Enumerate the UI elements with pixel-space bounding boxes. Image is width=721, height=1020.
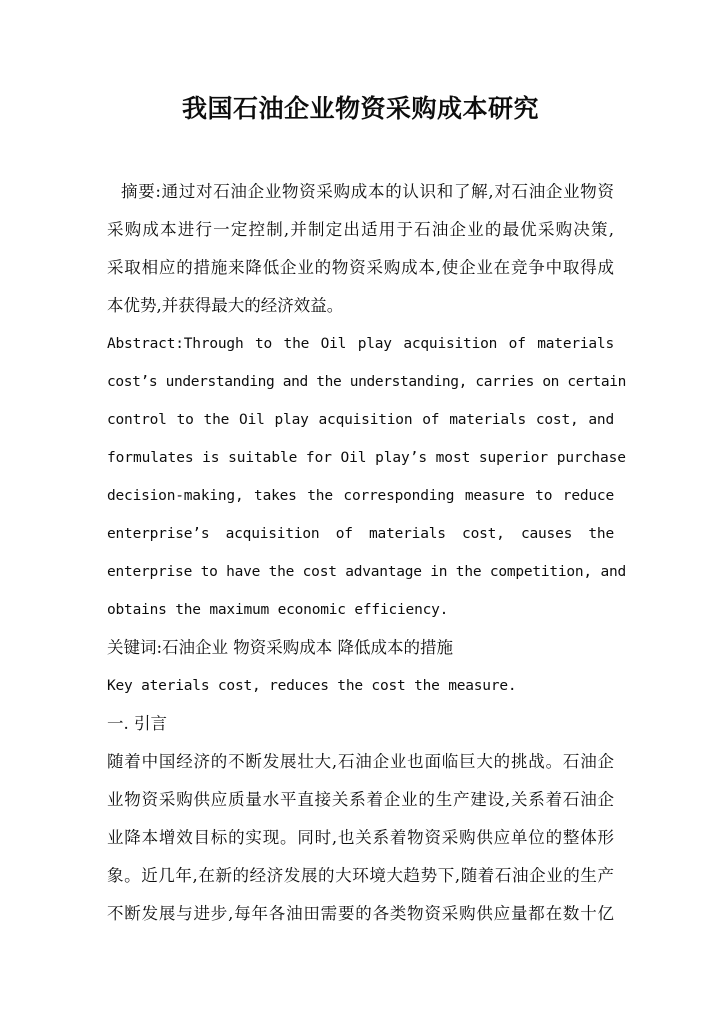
keywords-cn-line: 关键词:石油企业 物资采购成本 降低成本的措施 <box>107 638 454 657</box>
section-1-line: 业降本增效目标的实现。同时,也关系着物资采购供应单位的整体形 <box>107 828 614 847</box>
abstract-cn-line: 采购成本进行一定控制,并制定出适用于石油企业的最优采购决策, <box>107 220 614 239</box>
abstract-en-line: control to the Oil play acquisition of materials cost, and <box>107 412 614 428</box>
section-1-line: 业物资采购供应质量水平直接关系着企业的生产建设,关系着石油企 <box>107 790 614 809</box>
section-1-line: 不断发展与进步,每年各油田需要的各类物资采购供应量都在数十亿 <box>107 904 614 923</box>
keywords-block <box>107 629 614 705</box>
abstract-en-line: obtains the maximum economic efficiency. <box>107 602 449 618</box>
section-heading: 一. 引言 <box>107 714 167 733</box>
abstract-en-line: cost’s understanding and the understanding, carries on certain <box>107 374 627 390</box>
title-abstract-spacer <box>107 121 614 173</box>
section-1-block <box>107 705 614 933</box>
abstract-en-line: enterprise to have the cost advantage in the competition, and <box>107 564 626 580</box>
abstract-cn-line: 本优势,并获得最大的经济效益。 <box>107 296 344 315</box>
section-1-line: 随着中国经济的不断发展壮大,石油企业也面临巨大的挑战。石油企 <box>107 752 614 771</box>
document-content <box>107 0 627 933</box>
abstract-cn-block <box>107 173 614 325</box>
abstract-cn-line: 采取相应的措施来降低企业的物资采购成本,使企业在竞争中取得成 <box>107 258 614 277</box>
abstract-en-block <box>107 325 627 629</box>
keywords-en-line: Key aterials cost, reduces the cost the measure. <box>107 678 517 694</box>
abstract-cn-line: 摘要:通过对石油企业物资采购成本的认识和了解,对石油企业物资 <box>121 182 614 201</box>
abstract-en-line: decision-making, takes the corresponding measure to reduce <box>107 488 614 504</box>
section-1-line: 象。近几年,在新的经济发展的大环境大趋势下,随着石油企业的生产 <box>107 866 614 885</box>
abstract-en-line: formulates is suitable for Oil play’s most superior purchase <box>107 450 626 466</box>
abstract-en-line: Abstract:Through to the Oil play acquisition of materials <box>107 336 614 352</box>
abstract-en-line: enterprise’s acquisition of materials cost, causes the <box>107 526 614 542</box>
page-title: 我国石油企业物资采购成本研究 <box>181 94 539 123</box>
